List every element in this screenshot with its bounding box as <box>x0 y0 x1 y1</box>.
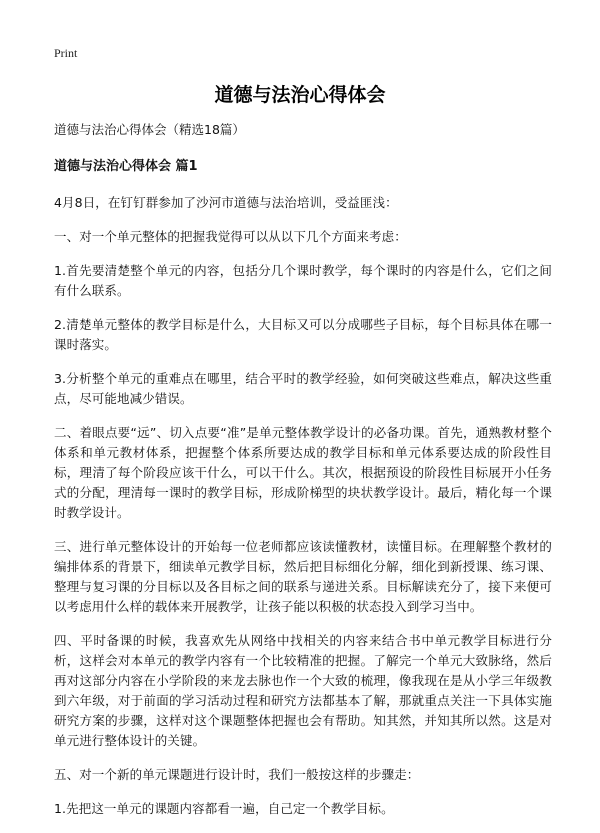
paragraph-6: 二、着眼点要“远”、切入点要“准”是单元整体教学设计的必备功课。首先，通熟教材整个体系和单元教材体系，把握整个体系所要达成的教学目标和单元体系要达成的阶段性目标，理清了每个阶段应该干什么，可以干什么。其次，根据预设的阶段性目标展开小任务式的分配，理清每一课时的教学目标，形成阶梯型的块状教学设计。最后，精化每一个课时教学设计。 <box>54 425 552 520</box>
paragraph-9: 五、对一个新的单元课题进行设计时，我们一般按这样的步骤走： <box>54 767 420 782</box>
document-title: 道德与法治心得体会 <box>214 84 386 106</box>
document-body <box>54 120 552 833</box>
paragraph-1: 4月8日，在钉钉群参加了沙河市道德与法治培训，受益匪浅： <box>54 195 398 210</box>
paragraph-7: 三、进行单元整体设计的开始每一位老师都应该读懂教材，读懂目标。在理解整个教材的编排体系的背景下，细读单元教学目标，然后把目标细化分解，细化到新授课、练习课、整理与复习课的分目标以及各目标之间的联系与递进关系。目标解读充分了，接下来便可以考虑用什么样的载体来开展教学，让孩子能以积极的状态投入到学习当中。 <box>54 539 552 614</box>
paragraph-5: 3.分析整个单元的重难点在哪里，结合平时的教学经验，如何突破这些难点，解决这些重点，尽可能地减少错误。 <box>54 371 552 406</box>
paragraph-3: 1.首先要清楚整个单元的内容，包括分几个课时教学，每个课时的内容是什么，它们之间有什么联系。 <box>54 263 552 298</box>
print-link[interactable]: Print <box>54 46 78 60</box>
paragraph-4: 2.清楚单元整体的教学目标是什么，大目标又可以分成哪些子目标，每个目标具体在哪一课时落实。 <box>54 317 552 352</box>
paragraph-2: 一、对一个单元整体的把握我觉得可以从以下几个方面来考虑： <box>54 229 407 244</box>
section-heading: 道德与法治心得体会 篇1 <box>54 159 198 174</box>
paragraph-10: 1.先把这一单元的课题内容都看一遍，自己定一个教学目标。 <box>54 801 394 816</box>
paragraph-8: 四、平时备课的时候，我喜欢先从网络中找相关的内容来结合书中单元教学目标进行分析，这样会对本单元的教学内容有一个比较精准的把握。了解完一个单元大致脉络，然后再对这部分内容在小学阶段的来龙去脉也作一个大致的梳理，像我现在是从小学三年级教到六年级，对于前面的学习活动过程和研究方法都基本了解，那就重点关注一下具体实施研究方案的步骤，这样对这个课题整体把握也会有帮助。知其然，并知其所以然。这是对单元进行整体设计的关键。 <box>54 633 552 748</box>
document-subtitle: 道德与法治心得体会（精选18篇） <box>54 122 245 137</box>
